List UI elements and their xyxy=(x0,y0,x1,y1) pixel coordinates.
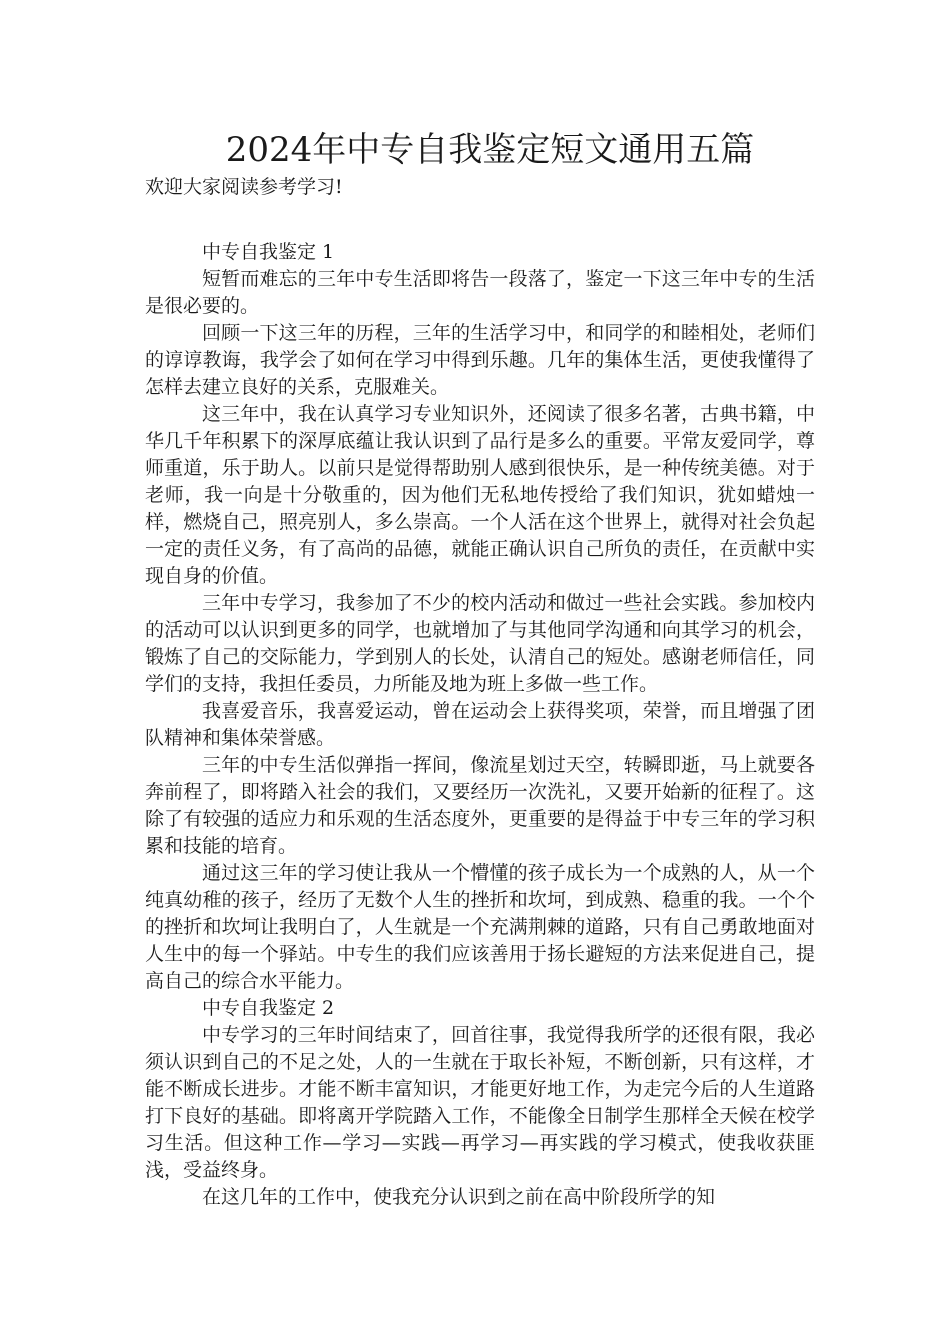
document-title: 2024年中专自我鉴定短文通用五篇 xyxy=(225,130,755,170)
paragraph: 三年的中专生活似弹指一挥间，像流星划过天空，转瞬即逝，马上就要各奔前程了，即将踏入社会的我们，又要经历一次洗礼，又要开始新的征程了。这除了有较强的适应力和乐观的生活态度外，更重要的是得益于中专三年的学习积累和技能的培育。 xyxy=(145,754,815,857)
paragraph: 回顾一下这三年的历程，三年的生活学习中，和同学的和睦相处，老师们的谆谆教诲，我学会了如何在学习中得到乐趣。几年的集体生活，更使我懂得了怎样去建立良好的关系，克服难关。 xyxy=(145,322,815,398)
section-2-heading: 中专自我鉴定 2 xyxy=(202,997,335,1019)
paragraph: 中专学习的三年时间结束了，回首往事，我觉得我所学的还很有限，我必须认识到自己的不足之处，人的一生就在于取长补短，不断创新，只有这样，才能不断成长进步。才能不断丰富知识，才能更好地工作，为走完今后的人生道路打下良好的基础。即将离开学院踏入工作，不能像全日制学生那样全天候在校学习生活。但这种工作—学习—实践—再学习—再实践的学习模式，使我收获匪浅，受益终身。 xyxy=(145,1024,815,1181)
paragraph: 这三年中，我在认真学习专业知识外，还阅读了很多名著，古典书籍，中华几千年积累下的深厚底蕴让我认识到了品行是多么的重要。平常友爱同学，尊师重道，乐于助人。以前只是觉得帮助别人感到很快乐，是一种传统美德。对于老师，我一向是十分敬重的，因为他们无私地传授给了我们知识，犹如蜡烛一样，燃烧自己，照亮别人，多么崇高。一个人活在这个世界上，就得对社会负起一定的责任义务，有了高尚的品德，就能正确认识自己所负的责任，在贡献中实现自身的价值。 xyxy=(145,403,815,587)
document-page xyxy=(145,128,815,1211)
paragraph: 短暂而难忘的三年中专生活即将告一段落了，鉴定一下这三年中专的生活是很必要的。 xyxy=(145,268,815,317)
paragraph: 三年中专学习，我参加了不少的校内活动和做过一些社会实践。参加校内的活动可以认识到更多的同学，也就增加了与其他同学沟通和向其学习的机会，锻炼了自己的交际能力，学到别人的长处，认清自己的短处。感谢老师信任，同学们的支持，我担任委员，力所能及地为班上多做一些工作。 xyxy=(145,592,815,695)
section-1 xyxy=(145,239,815,995)
paragraph: 通过这三年的学习使让我从一个懵懂的孩子成长为一个成熟的人，从一个纯真幼稚的孩子，经历了无数个人生的挫折和坎坷，到成熟、稳重的我。一个个的挫折和坎坷让我明白了，人生就是一个充满荆棘的道路，只有自己勇敢地面对人生中的每一个驿站。中专生的我们应该善用于扬长避短的方法来促进自己，提高自己的综合水平能力。 xyxy=(145,862,815,992)
paragraph: 在这几年的工作中，使我充分认识到之前在高中阶段所学的知 xyxy=(202,1186,716,1208)
section-1-heading: 中专自我鉴定 1 xyxy=(202,241,335,263)
section-2 xyxy=(145,995,815,1211)
intro-text: 欢迎大家阅读参考学习! xyxy=(145,176,343,198)
paragraph: 我喜爱音乐，我喜爱运动，曾在运动会上获得奖项，荣誉，而且增强了团队精神和集体荣誉感。 xyxy=(145,700,815,749)
